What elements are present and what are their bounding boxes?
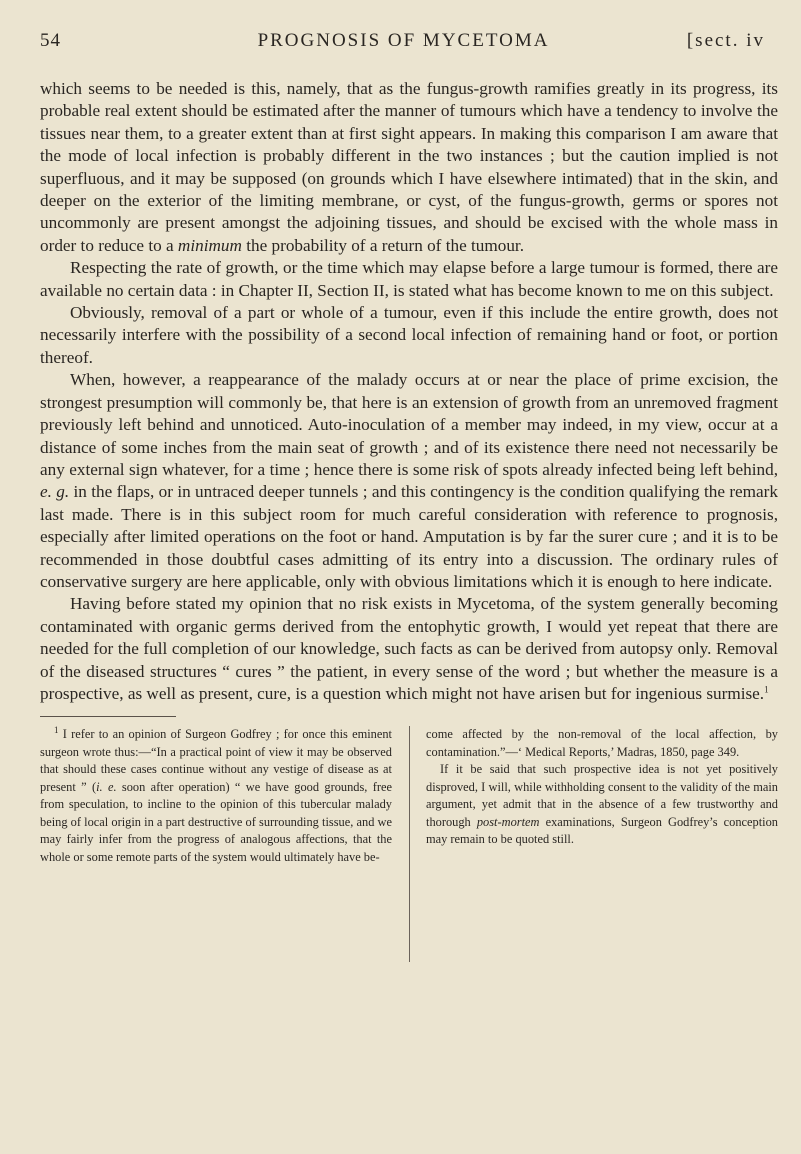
footnote-1: $^1$ I refer to an opinion of Surgeon Godfrey ; for once this eminent surgeon wrote thus:—“In a practical point of view it may be observed that should these cases continue without any vestige of disease as at present ” (i. e. soon after operation) “ we have good grounds, free from speculation, to incline to the opinion of this tubercular malady being of local origin in a part destructive of surrounding tissue, and we may fairly infer from the progress of analogous affections, that the whole or some remote parts of the system would ultimately have be- — [40, 724, 392, 864]
paragraph-5: Having before stated my opinion that no risk exists in Mycetoma, of the system generally becoming contaminated with organic germs derived from the entophytic growth, I would yet repeat that there are needed for the full completion of our knowledge, such facts as can be derived from autopsy only. Removal of the diseased structures “ cures ” the patient, in every sense of the word ; but whether the measure is a prospective, as well as present, cure, is a question which might not have arisen but for ingenious surmise.$^1$ — [40, 594, 778, 703]
footnote-marker: 1 — [54, 724, 59, 735]
footnote-1-continued: come affected by the non-removal of the local affection, by contamination.”—‘ Medical Reports,’ Madras, 1850, page 349. — [426, 727, 778, 759]
paragraph-3: Obviously, removal of a part or whole of a tumour, even if this include the entire growth, does not necessarily interfere with the possibility of a second local infection of remaining hand or foot, or portion thereof. — [40, 303, 778, 367]
paragraph-1: which seems to be needed is this, namely, that as the fungus-growth ramifies greatly in its progress, its probable real extent should be estimated after the manner of tumours which have a tendency to involve the tissues near them, to a greater extent than at first sight appears. In making this comparison I am aware that the mode of local infection is probably different in the two instances ; but the caution implied is not superfluous, and it may be supposed (on grounds which I have elsewhere intimated) that in the skin, and deeper on the exterior of the limiting membrane, or cyst, of the fungus-growth, germs or spores not uncommonly are present amongst the adjoining tissues, and should be excised with the whole mass in order to reduce to a minimum the probability of a return of the tumour. — [40, 79, 778, 255]
page-header — [40, 30, 767, 60]
footnote-column-left — [40, 726, 392, 866]
page-number: 54 — [40, 30, 61, 51]
footnote-rule — [40, 716, 176, 717]
footnote-column-divider — [409, 726, 410, 962]
footnote-column-right — [426, 726, 778, 849]
running-title: PROGNOSIS OF MYCETOMA — [257, 30, 550, 51]
emphasis-eg: e. g. — [40, 482, 70, 502]
body-text — [40, 78, 778, 705]
emphasis-minimum: minimum — [177, 235, 242, 255]
footnote-1-paragraph-2: If it be said that such prospective idea is not yet positively disproved, I will, while withholding consent to the validity of the main argument, yet admit that in the absence of a few trustworthy and thorough post-mortem examinations, Surgeon Godfrey’s conception may remain to be quoted still. — [426, 762, 778, 846]
section-tag: [sect. iv — [686, 30, 765, 51]
paragraph-4: When, however, a reappearance of the malady occurs at or near the place of prime excision, the strongest presumption will commonly be, that here is an extension of growth from an unremoved fragment previously left behind and unnoticed. Auto-inoculation of a member may indeed, in my view, occur at a distance of some inches from the main seat of growth ; and of its existence there need not necessarily be any external sign whatever, for a time ; hence there is some risk of spots already infected being left behind, e. g. in the flaps, or in untraced deeper tunnels ; and this contingency is the condition qualifying the remark last made. There is in this subject room for much careful consideration with reference to prognosis, especially after limited operations on the foot or hand. Amputation is by far the surer cure ; and it is to be recommended in those doubtful cases admitting of its entry into a discussion. The ordinary rules of conservative surgery are here applicable, only with obvious limitations which it is enough to here indicate. — [40, 370, 778, 591]
footnote-reference: 1 — [764, 684, 769, 695]
footnotes — [40, 726, 778, 986]
paragraph-2: Respecting the rate of growth, or the time which may elapse before a large tumour is formed, there are available no certain data : in Chapter II, Section II, is stated what has become known to me on this subject. — [40, 258, 778, 300]
